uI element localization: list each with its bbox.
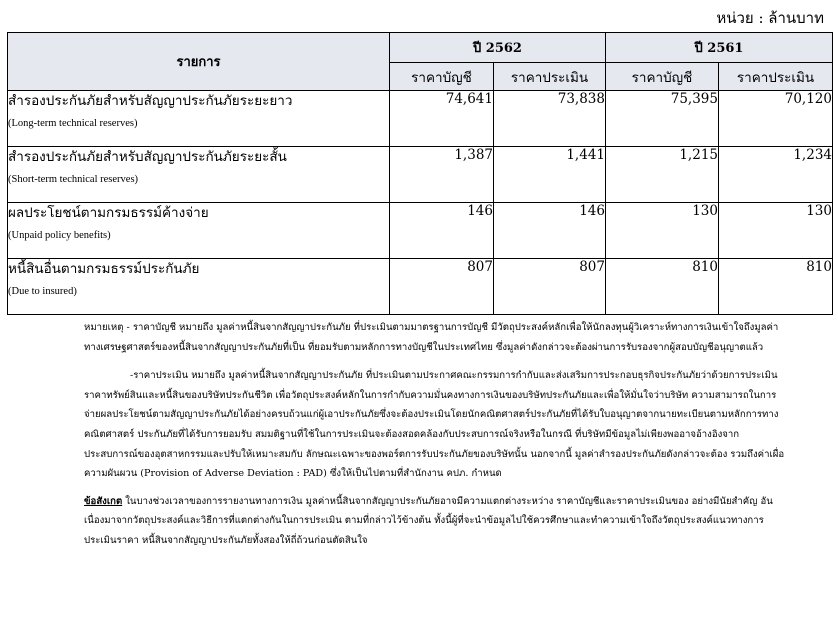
note-observation <box>84 492 786 551</box>
table-cell: 74,641 <box>390 91 494 147</box>
observation-text: ในบางช่วงเวลาของการรายงานทางการเงิน มูลค่าหนี้สินจากสัญญาประกันภัยอาจมีความแตกต่างระหว่าง ราคาบัญชีและราคาประเมินของ อย่างมีนัยสำคัญ อันเนื่องมาจากวัตถุประสงค์และวิธีการที่แตกต่างกันในการประเมิน ตามที่กล่าวไว้ข้างต้น ทั้งนี้ผู้ที่จะนำข้อมูลไปใช้ควรศึกษาและทำความเข้าใจถึงวัตถุประสงค์แนวทางการประเมินราคา หนี้สินจากสัญญาประกันภัยทั้งสองให้ถี่ถ้วนก่อนตัดสินใจ <box>84 495 773 546</box>
note-appraisal-value: -ราคาประเมิน หมายถึง มูลค่าหนี้สินจากสัญญาประกันภัย ที่ประเมินตามประกาศคณะกรรมการกำกับและส่งเสริมการประกอบธุรกิจประกันภัยว่าด้วยการประเมินราคาทรัพย์สินและหนี้สินของบริษัทประกันชีวิต เพื่อวัตถุประสงค์หลักในการกำกับความมั่นคงทางการเงินของบริษัทประกันภัยและเพื่อให้มั่นใจว่าบริษัท ความสามารถในการจ่ายผลประโยชน์ตามสัญญาประกันภัยได้อย่างครบถ้วนแก่ผู้เอาประกันภัยซึ่งจะต้องประเมินโดยนักคณิตศาสตร์ประกันภัยที่ได้รับใบอนุญาตจากนายทะเบียนตามหลักการทางคณิตศาสตร์ ประกันภัยที่ได้รับการยอมรับ สมมติฐานที่ใช้ในการประเมินจะต้องสอดคล้องกับประสบการณ์จริงหรือในกรณี ที่บริษัทมีข้อมูลไม่เพียงพออาจอ้างอิงจากประสบการณ์ของอุตสาหกรรมและปรับให้เหมาะสมกับ ลักษณะเฉพาะของพอร์ตการรับประกันภัยของบริษัทนั้น นอกจากนี้ มูลค่าสำรองประกันภัยดังกล่าวจะต้อง รวมถึงค่าเผื่อความผันผวน (Provision of Adverse Deviation : PAD) ซึ่งให้เป็นไปตามที่สำนักงาน คปภ. กำหนด <box>84 370 785 480</box>
table-cell: 1,234 <box>719 147 833 203</box>
unit-label: หน่วย : ล้านบาท <box>716 9 824 27</box>
liabilities-table <box>7 32 833 315</box>
footnotes <box>84 318 786 551</box>
observation-label: ข้อสังเกต <box>84 495 123 507</box>
table-cell: 130 <box>606 203 719 259</box>
table-row <box>8 203 833 259</box>
year-header-2562: ปี 2562 <box>390 33 606 63</box>
book-value-header: ราคาบัญชี <box>606 63 719 91</box>
row-label-english: (Unpaid policy benefits) <box>8 230 111 241</box>
row-label-english: (Long-term technical reserves) <box>8 118 138 129</box>
table-cell: 810 <box>606 259 719 315</box>
row-label <box>8 203 390 259</box>
row-label-english: (Due to insured) <box>8 286 77 297</box>
row-label-thai: สำรองประกันภัยสำหรับสัญญาประกันภัยระยะยาว <box>8 93 293 109</box>
note-book-value: หมายเหตุ - ราคาบัญชี หมายถึง มูลค่าหนี้สินจากสัญญาประกันภัย ที่ประเมินตามมาตรฐานการบัญชี มีวัตถุประสงค์หลักเพื่อให้นักลงทุนผู้วิเคราะห์ทางการเงินเข้าใจถึงมูลค่าทางเศรษฐศาสตร์ของหนี้สินจากสัญญาประกันภัยที่เป็น ที่ยอมรับตามหลักการทางบัญชีในประเทศไทย ซึ่งมูลค่าดังกล่าวจะต้องผ่านการรับรองจากผู้สอบบัญชีอนุญาตแล้ว <box>84 322 779 353</box>
book-value-header: ราคาบัญชี <box>390 63 494 91</box>
row-label <box>8 259 390 315</box>
table-cell: 1,387 <box>390 147 494 203</box>
table-cell: 75,395 <box>606 91 719 147</box>
row-label-thai: ผลประโยชน์ตามกรมธรรม์ค้างจ่าย <box>8 205 209 221</box>
row-label <box>8 91 390 147</box>
row-label-thai: หนี้สินอื่นตามกรมธรรม์ประกันภัย <box>8 261 200 277</box>
table-cell: 70,120 <box>719 91 833 147</box>
table-cell: 807 <box>494 259 606 315</box>
table-row <box>8 259 833 315</box>
table-cell: 130 <box>719 203 833 259</box>
table-cell: 146 <box>390 203 494 259</box>
table-row <box>8 147 833 203</box>
appraisal-value-header: ราคาประเมิน <box>719 63 833 91</box>
item-column-header: รายการ <box>8 33 390 91</box>
table-cell: 810 <box>719 259 833 315</box>
table-cell: 1,215 <box>606 147 719 203</box>
table-cell: 73,838 <box>494 91 606 147</box>
table-cell: 146 <box>494 203 606 259</box>
table-cell: 1,441 <box>494 147 606 203</box>
appraisal-value-header: ราคาประเมิน <box>494 63 606 91</box>
row-label-english: (Short-term technical reserves) <box>8 174 139 185</box>
row-label <box>8 147 390 203</box>
table-row <box>8 91 833 147</box>
year-header-2561: ปี 2561 <box>606 33 833 63</box>
row-label-thai: สำรองประกันภัยสำหรับสัญญาประกันภัยระยะสั้น <box>8 149 287 165</box>
table-cell: 807 <box>390 259 494 315</box>
